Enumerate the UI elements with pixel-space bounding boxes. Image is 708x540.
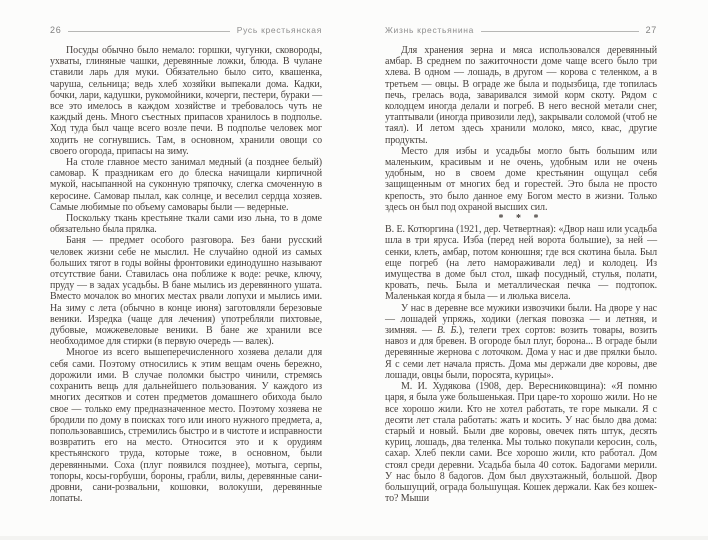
page-left-content	[50, 24, 322, 504]
quote-text: ), телеги трех сортов: возить товары, возить навоз и для бревен. В огороде был плуг, борона... В ограде были деревянные жернова с лоточком. Дома у нас и две прялки было. Я с семи лет начала прясть. Дома мы держали две коровы, две лошади, овцы были, поросята, курицы».	[385, 325, 657, 381]
paragraph: Поскольку ткань крестьяне ткали сами изо льна, то в доме обязательно была прялка.	[50, 213, 322, 236]
running-head-left	[50, 24, 322, 36]
body-text-left	[50, 45, 322, 504]
page-right-content	[385, 24, 657, 504]
paragraph: Посуды обычно было немало: горшки, чугунки, сковороды, ухваты, глиняные чашки, деревянные ложки, блюда. В чулане ставили ларь для муки. Обязательно было сито, квашенка, чаруша, сельница; ведь хлеб хозяйки выпекали дома. Кадки, бочки, лари, кадушки, рукомойники, кочерги, пестери, бураки — все это имелось в каждом хозяйстве и требовалось чуть не каждый день. Много съестных припасов хранилось в подполье. Ход туда был чаще всего возле печи. В подполье человек мог ходить не согнувшись. Там, в основном, хранили овощи со своего огорода, припасы на зиму.	[50, 45, 322, 157]
paragraph: Баня — предмет особого разговора. Без бани русский человек жизни себе не мыслил. Не случайно одной из самых больших тягот в годы войны фронтовики единодушно называют отсутствие бани. Ставилась она поближе к воде: речке, ключу, пруду — в задах усадьбы. В бане мылись из деревянного ушата. Вместо мочалок во многих местах рвали лопухи и мылись ими. На зиму с лета (обычно в конце июня) заготовляли березовые веники. Изредка (чаще для лечения) употребляли пихтовые, дубовые, можжевеловые веники. В бане же хранили все необходимое для стирки (в первую очередь — валек).	[50, 235, 322, 348]
asterisk-divider: * * *	[498, 213, 544, 225]
quote-paragraph	[385, 303, 657, 381]
running-title-right: Жизнь крестьянина	[385, 25, 475, 35]
running-title-left: Русь крестьянская	[236, 25, 322, 35]
quote-paragraph	[385, 381, 657, 504]
quote-text: В. Е. Котюргина (1921, дер. Четвертная): «Двор наш или усадьба шла в три яруса. Изба (перед ней ворота большие), за ней — сенки, клеть, амбар, потом конюшня; где вся скотина была. Был еще погреб (на лето намораживали лед) и колодец. Из имущества в доме был стол, шкаф посудный, стулья, полати, кровать, печь. Была и металлическая печка — подтопок. Маленькая когда я была — и люлька висела.	[385, 224, 657, 303]
quote-paragraph	[385, 224, 657, 302]
body-text-right	[385, 45, 657, 504]
page-number-right: 27	[645, 25, 657, 35]
quote-text: У нас в деревне все мужики извозчики были. На дворе у нас — лошадей упряжь, ходики (легкая повозка — и летняя, и зимняя. —	[385, 302, 657, 337]
page-number-left: 26	[50, 25, 62, 35]
running-head-rule	[68, 31, 229, 32]
page-bottom-edge	[0, 536, 708, 540]
editor-note: В. Б.	[437, 325, 459, 337]
quote-text: М. И. Худякова (1908, дер. Вересниковщина): «Я помню царя, я была уже большенькая. При царе-то хорошо жили. Но не все хорошо жили. Кто не хотел работать, те горе мыкали. Я с десяти лет стала работать: жать и косить. У нас было два дома: старый и новый. Были две коровы, овечек пять штук, десять куриц, лошадь, два теленка. Мы только покупали керосин, соль, сахар. Хлеб пекли сами. Все хорошо жили, кто работал. Дом стоял среди деревни. Усадьба была 40 соток. Бадогами мерили. У нас было 8 бадогов. Дом был двухэтажный, большой. Двор большущий, ограда большущая. Кошек держали. Как без кошек-то? Мыши	[385, 381, 657, 505]
paragraph: Для хранения зерна и мяса использовался деревянный амбар. В среднем по зажиточности доме чаще всего было три хлева. В одном — лошадь, в другом — корова с теленком, а в третьем — овцы. В ограде же была и подызбица, где топилась печь, грелась вода, заваривался зимой корм скоту. Рядом с колодцем иногда делали и погреб. В него весной метали снег, утаптывали (иногда привозили лед), закрывали соломой (чтоб не таял). И летом здесь хранили молоко, мясо, квас, другие продукты.	[385, 45, 657, 146]
paragraph: Место для избы и усадьбы могло быть большим или маленьким, красивым и не очень, удобным или не очень удобным, но в своем доме крестьянин ощущал себя защищенным от многих бед и горестей. Это была не просто крепость, это было данное ему Богом место в жизни. Только здесь он был под охраной высших сил.	[385, 145, 657, 213]
running-head-right	[385, 24, 657, 36]
running-head-rule	[481, 31, 638, 32]
page-right	[354, 0, 708, 540]
paragraph: На столе главное место занимал медный (а позднее белый) самовар. К праздникам его до блеска начищали кирпичной мукой, насыпанной на суконную тряпочку, слегка смоченную в керосине. Самовар пылал, как солнце, и веселил сердца хозяев. Самые любимые по объему самовары были — ведерные.	[50, 157, 322, 213]
paragraph: Многое из всего вышеперечисленного хозяева делали для себя сами. Поэтому относились к этим вещам очень бережно, дорожили ими. В случае поломки быстро чинили, стремясь сохранить вещь для дальнейшего пользования. У каждого из многих десятков и сотен предметов домашнего обихода было свое — только ему предназначенное место. Поэтому хозяева не бродили по дому в поисках того или иного нужного предмета, а, попользовавшись, стремились быстро и в чистоте и исправности возвратить его на место. Относится это и к орудиям крестьянского труда, которые тоже, в основном, были деревянными. Соха (плуг появился позднее), мотыга, серпы, топоры, косы-горбуши, бороны, грабли, вилы, деревянные сани-дровни, сани-розвальни, кошовки, волокуши, деревянные лопаты.	[50, 347, 322, 505]
